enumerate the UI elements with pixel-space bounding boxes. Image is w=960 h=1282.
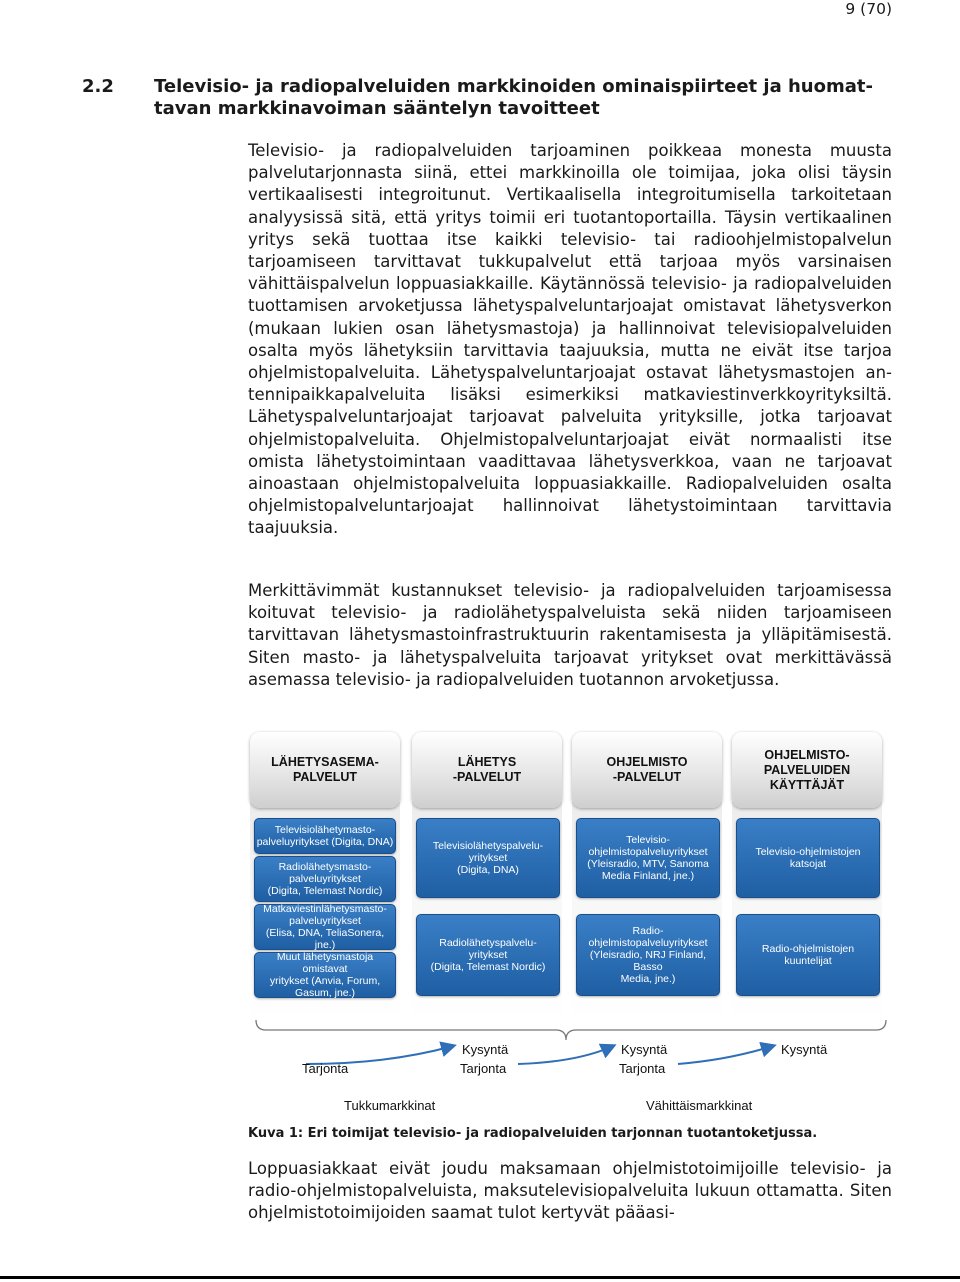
flow-label-supply-1: Tarjonta xyxy=(302,1061,349,1076)
flow-label-demand-1: Kysyntä xyxy=(462,1042,509,1057)
wholesale-market-label: Tukkumarkkinat xyxy=(344,1098,436,1113)
arrow-2 xyxy=(518,1046,613,1064)
box-tv-broadcast-companies: Televisiolähetyspalvelu- yritykset (Digita, DNA) xyxy=(416,818,560,898)
box-mobile-mast-companies: Matkaviestinlähetysmasto- palveluyritykset (Elisa, DNA, TeliaSonera, jne.) xyxy=(254,904,396,950)
column-header-program-service-users: OHJELMISTO- PALVELUIDEN KÄYTTÄJÄT xyxy=(732,732,882,808)
box-tv-viewers: Televisio-ohjelmistojen katsojat xyxy=(736,818,880,898)
value-chain-figure xyxy=(248,730,888,1120)
flow-label-supply-3: Tarjonta xyxy=(619,1061,666,1076)
column-header-broadcast-services: LÄHETYS -PALVELUT xyxy=(412,732,562,808)
box-radio-listeners: Radio-ohjelmistojen kuuntelijat xyxy=(736,914,880,996)
paragraph-3: Loppuasiakkaat eivät joudu maksamaan ohjelmistotoimijoille televisio- ja radio-ohjelmistopalveluista, maksutelevisiopalveluita lukuun ottamatta. Siten ohjelmistotoimijoiden saamat tulot kertyvät pääasi- xyxy=(248,1159,892,1223)
box-tv-program-companies: Televisio- ohjelmistopalveluyritykset (Yleisradio, MTV, Sanoma Media Finland, jne.) xyxy=(576,818,720,898)
box-radio-mast-companies: Radiolähetysmasto- palveluyritykset (Digita, Telemast Nordic) xyxy=(254,856,396,902)
flow-label-demand-3: Kysyntä xyxy=(781,1042,828,1057)
section-heading xyxy=(82,76,902,120)
box-other-mast-companies: Muut lähetysmastoja omistavat yritykset (Anvia, Forum, Gasum, jne.) xyxy=(254,952,396,998)
flow-label-supply-2: Tarjonta xyxy=(460,1061,507,1076)
column-header-transmitter-station-services: LÄHETYSASEMA- PALVELUT xyxy=(250,732,400,808)
box-radio-broadcast-companies: Radiolähetyspalvelu- yritykset (Digita, Telemast Nordic) xyxy=(416,914,560,996)
flow-label-demand-2: Kysyntä xyxy=(621,1042,668,1057)
column-header-program-services: OHJELMISTO -PALVELUT xyxy=(572,732,722,808)
figure-caption: Kuva 1: Eri toimijat televisio- ja radiopalveluiden tarjonnan tuotantoketjussa. xyxy=(248,1126,818,1141)
box-radio-program-companies: Radio- ohjelmistopalveluyritykset (Yleisradio, NRJ Finland, Basso Media, jne.) xyxy=(576,914,720,996)
section-title: Televisio- ja radiopalveluiden markkinoiden ominaispiirteet ja huomat- tavan markkinavoiman sääntelyn tavoitteet xyxy=(154,76,873,119)
page-number: 9 (70) xyxy=(845,0,892,18)
paragraph-2: Merkittävimmät kustannukset televisio- ja radiopalveluiden tarjoamisessa koituvat televisio- ja radiolähetyspalveluista sekä niiden tarjoamiseen tarvittavan lähetysmastoinfrastruktuurin rakentamisesta ja ylläpitämisestä. Siten masto- ja lähetyspalveluita tarjoavat yritykset ovat merkittävässä asemassa televisio- ja radiopalveluiden tuotannon arvoketjussa. xyxy=(248,581,892,689)
paragraph-1: Televisio- ja radiopalveluiden tarjoaminen poikkeaa monesta muusta palvelutarjonnasta siinä, ettei markkinoilla ole toimijaa, joka olisi täysin vertikaalisesti integroitunut. Vertikaalisella integroitumisella tarkoitetaan analyysissä sitä, että yritys toimii eri tuotantoportailla. Täysin vertikaalinen yritys sekä tuottaa itse kaikki televisio- tai radioohjelmistopalvelun tarjoamiseen tarvittavat tukkupalvelut että tarjoaa myös varsinaisen vähittäispalvelun loppuasiakkaille. Käytännössä televisio- ja radiopalveluiden tuottamisen arvoketjussa lähetyspalveluntarjoajat omistavat lähetysverkon (mukaan lukien osan lähetysmastoja) ja hallinnoivat televisiopalveluiden osalta myös lähetyksiin tarvittavia taajuuksia, mutta ne eivät itse tarjoa ohjelmistopalveluita. Lähetyspalveluntarjoajat ostavat lähetysmastojen antennipaikkapalveluita lisäksi esimerkiksi matkaviestinverkkoyrityksiltä. Lähetyspalveluntarjoajat tarjoavat palveluita yrityksille, jotka tarjoavat ohjelmistopalveluita. Ohjelmistopalveluntarjoajat eivät normaalisti itse omista lähetystoimintaan vaadittavaa lähetysverkkoa, vaan ne tarjoavat ainoastaan ohjelmistopalveluita loppuasiakkaille. Radiopalveluiden osalta ohjelmistopalveluntarjoajat hallinnoivat lähetystoimintaan tarvittavia taajuuksia. xyxy=(248,141,892,538)
arrow-3 xyxy=(678,1046,773,1064)
footer-rule xyxy=(0,1276,960,1279)
flow-arrows xyxy=(248,1030,888,1090)
section-number: 2.2 xyxy=(82,76,114,97)
retail-market-label: Vähittäismarkkinat xyxy=(646,1098,753,1113)
box-tv-mast-companies: Televisiolähetymasto- palveluyritykset (Digita, DNA) xyxy=(254,818,396,854)
